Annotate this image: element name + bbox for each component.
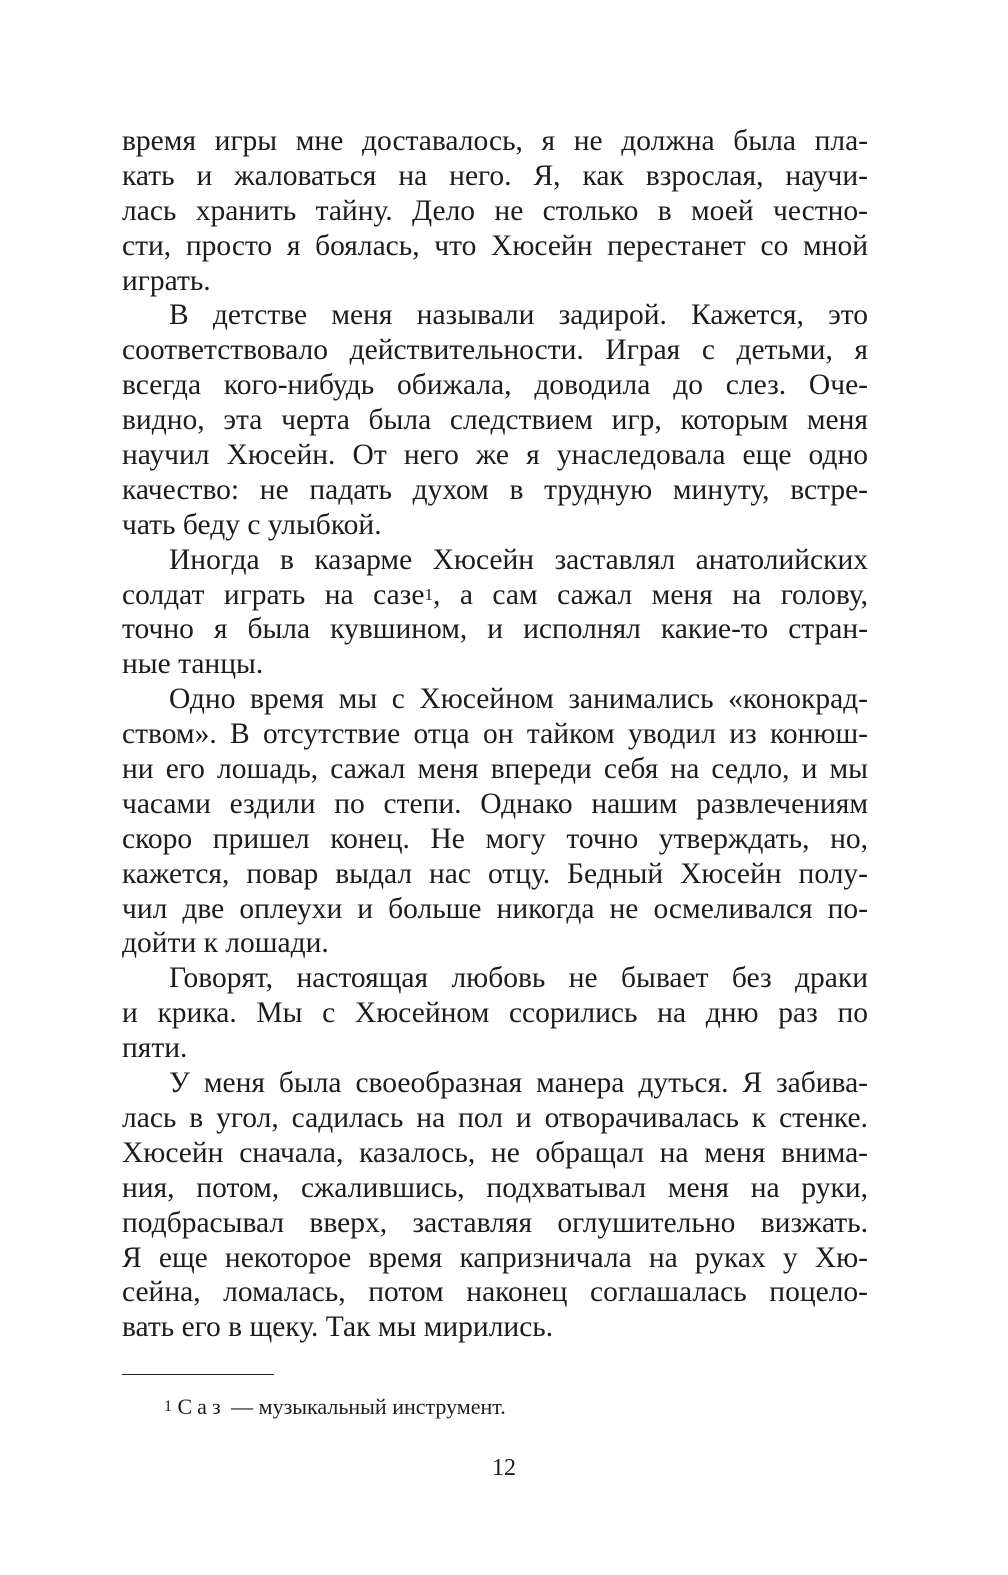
paragraph-first-line: Говорят, настоящая любовь не бывает без драки	[169, 962, 868, 995]
text-line: соответствовало действительности. Играя с детьми, я	[122, 334, 868, 367]
text-line: точно я была кувшином, и исполнял какие-то стран-	[122, 613, 868, 646]
page-body	[122, 124, 868, 1345]
paragraph-first-line: Иногда в казарме Хюсейн заставлял анатолийских	[169, 543, 868, 576]
text-line: и крика. Мы с Хюсейном ссорились на дню раз по	[122, 997, 868, 1030]
text-line: чил две оплеухи и больше никогда не осмеливался по-	[122, 892, 868, 925]
text-line: кажется, повар выдал нас отцу. Бедный Хюсейн полу-	[122, 857, 868, 890]
paragraph-first-line: В детстве меня называли задирой. Кажется, это	[169, 299, 868, 332]
text-line: ные танцы.	[122, 648, 264, 681]
text-line: видно, эта черта была следствием игр, которым меня	[122, 404, 868, 437]
text-line: дойти к лошади.	[122, 927, 329, 960]
text-line: часами ездили по степи. Однако нашим развлечениям	[122, 787, 868, 820]
footnote	[164, 1393, 506, 1421]
text-line	[122, 578, 868, 613]
text-line: ни его лошадь, сажал меня впереди себя на седло, и мы	[122, 753, 868, 786]
text-line: лась в угол, садилась на пол и отворачивалась к стенке.	[122, 1101, 868, 1134]
text-line: ния, потом, сжалившись, подхватывал меня на руки,	[122, 1171, 868, 1204]
footnote-reference[interactable]: 1	[424, 584, 433, 604]
text-line: кать и жаловаться на него. Я, как взрослая, научи-	[122, 159, 868, 192]
text-line: сти, просто я боялась, что Хюсейн перестанет со мной	[122, 229, 868, 262]
text-line: вать его в щеку. Так мы мирились.	[122, 1311, 554, 1344]
footnote-definition: — музыкальный инструмент.	[225, 1394, 506, 1419]
footnote-divider	[122, 1374, 274, 1375]
text-line: ством». В отсутствие отца он тайком уводил из конюш-	[122, 718, 868, 751]
text-line: научил Хюсейн. От него же я унаследовала еще одно	[122, 439, 868, 472]
text-line: подбрасывал вверх, заставляя оглушительно визжать.	[122, 1206, 868, 1239]
text-line: лась хранить тайну. Дело не столько в моей честно-	[122, 194, 868, 227]
text-line: Я еще некоторое время капризничала на руках у Хю-	[122, 1241, 868, 1274]
text-segment: , а сам сажал меня на голову,	[432, 578, 868, 611]
text-line: скоро пришел конец. Не могу точно утверждать, но,	[122, 822, 868, 855]
text-line: время игры мне доставалось, я не должна была пла-	[122, 125, 868, 157]
text-line: пяти.	[122, 1032, 188, 1065]
text-line: Хюсейн сначала, казалось, не обращал на меня внима-	[122, 1136, 868, 1169]
text-line: играть.	[122, 264, 211, 297]
footnote-mark: 1	[164, 1398, 172, 1415]
text-line: сейна, ломалась, потом наконец соглашалась поцело-	[122, 1276, 868, 1309]
footnote-term: Саз	[177, 1394, 226, 1419]
body-text	[122, 124, 868, 1345]
text-line: всегда кого-нибудь обижала, доводила до слез. Оче-	[122, 369, 868, 402]
paragraph-first-line: У меня была своеобразная манера дуться. Я забива-	[169, 1067, 868, 1100]
text-line: качество: не падать духом в трудную минуту, встре-	[122, 473, 868, 506]
paragraph-first-line: Одно время мы с Хюсейном занимались «конокрад-	[169, 683, 868, 716]
page-number: 12	[492, 1455, 516, 1481]
text-line: чать беду с улыбкой.	[122, 508, 382, 541]
text-segment: солдат играть на сазе	[122, 578, 425, 611]
